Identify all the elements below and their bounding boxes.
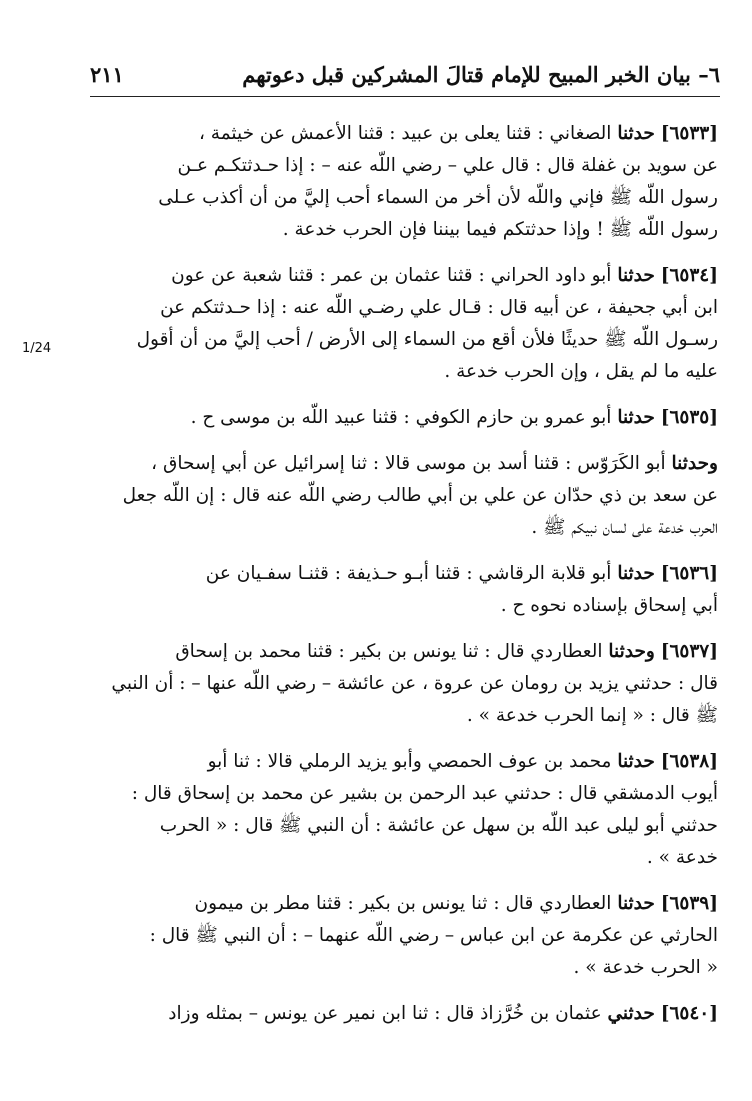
hadith-lead-word: حدثنا bbox=[617, 265, 655, 286]
line-text: خدعة » . bbox=[646, 847, 718, 868]
text-line bbox=[98, 448, 718, 480]
text-line bbox=[98, 324, 718, 356]
text-line bbox=[98, 952, 718, 984]
line-text: عن سويد بن غفلة قال : قال علي – رضي اللّه عنه – : إذا حـدثتكـم عـن bbox=[177, 155, 718, 176]
text-line bbox=[98, 118, 718, 150]
hadith-number: [٦٥٣٩] bbox=[660, 893, 718, 914]
hadith-entry bbox=[98, 118, 718, 246]
hadith-lead-word: حدثنا bbox=[617, 563, 655, 584]
line-text: حدثني أبو ليلى عبد اللّه بن سهل عن عائشة : أن النبي ﷺ قال : « الحرب bbox=[159, 815, 718, 836]
line-text: عثمان بن خُرَّزاذ قال : ثنا ابن نمير عن يونس – بمثله وزاد bbox=[168, 1003, 602, 1024]
text-line bbox=[98, 512, 718, 544]
hadith-number: [٦٥٣٤] bbox=[660, 265, 718, 286]
line-text: أبو قلابة الرقاشي : قثنا أبـو حـذيفة : قثنـا سفـيان عن bbox=[205, 563, 612, 584]
text-line bbox=[98, 590, 718, 622]
hadith-entry bbox=[98, 746, 718, 874]
chapter-title: ٦– بيان الخبر المبيح للإمام قتالَ المشركين قبل دعوتهم bbox=[242, 62, 720, 87]
line-text: ﷺ قال : « إنما الحرب خدعة » . bbox=[466, 705, 718, 726]
hadith-number: [٦٥٣٥] bbox=[660, 407, 718, 428]
text-line bbox=[98, 998, 718, 1030]
line-text: أبو الكَرَوّس : قثنا أسد بن موسى قالا : ثنا إسرائيل عن أبي إسحاق ، bbox=[151, 453, 666, 474]
line-text: عليه ما لم يقل ، وإن الحرب خدعة . bbox=[444, 361, 718, 382]
text-line bbox=[98, 150, 718, 182]
hadith-number: [٦٥٣٨] bbox=[660, 751, 718, 772]
hadith-lead-word: وحدثنا bbox=[608, 641, 655, 662]
text-line bbox=[98, 668, 718, 700]
text-line bbox=[98, 810, 718, 842]
page-number: ٢١١ bbox=[90, 62, 124, 87]
line-text: محمد بن عوف الحمصي وأبو يزيد الرملي قالا : ثنا أبو bbox=[207, 751, 612, 772]
hadith-text-body bbox=[98, 118, 718, 1044]
hadith-number: [٦٥٣٦] bbox=[660, 563, 718, 584]
line-text: أبو داود الحراني : قثنا عثمان بن عمر : قثنا شعبة عن عون bbox=[171, 265, 612, 286]
hadith-lead-word: حدثنا bbox=[617, 123, 655, 144]
hadith-entry bbox=[98, 402, 718, 434]
line-text: الصغاني : قثنا يعلى بن عبيد : قثنا الأعمش عن خيثمة ، bbox=[198, 123, 612, 144]
text-line bbox=[98, 558, 718, 590]
hadith-number: [٦٥٤٠] bbox=[660, 1003, 718, 1024]
hadith-lead-word: حدثني bbox=[607, 1003, 655, 1024]
text-line bbox=[98, 182, 718, 214]
line-text: أبي إسحاق بإسناده نحوه ح . bbox=[500, 595, 718, 616]
hadith-number: [٦٥٣٧] bbox=[660, 641, 718, 662]
text-line bbox=[98, 746, 718, 778]
line-text: رسول اللّه ﷺ فإني واللّه لأن أخر من السماء أحب إليَّ من أن أكذب عـلى bbox=[158, 187, 718, 208]
text-line bbox=[98, 214, 718, 246]
running-header bbox=[90, 56, 720, 97]
line-text: عن سعد بن ذي حدّان عن علي بن أبي طالب رضي اللّه عنه قال : إن اللّه جعل bbox=[122, 485, 718, 506]
hadith-entry bbox=[98, 998, 718, 1030]
text-line bbox=[98, 778, 718, 810]
hadith-number: [٦٥٣٣] bbox=[660, 123, 718, 144]
hadith-entry bbox=[98, 558, 718, 622]
hadith-entry bbox=[98, 260, 718, 388]
text-line bbox=[98, 480, 718, 512]
line-text: « الحرب خدعة » . bbox=[573, 957, 718, 978]
hadith-lead-word: حدثنا bbox=[617, 751, 655, 772]
text-line bbox=[98, 402, 718, 434]
hadith-entry bbox=[98, 888, 718, 984]
text-line bbox=[98, 700, 718, 732]
line-text: رسول اللّه ﷺ ! وإذا حدثتكم فيما بيننا فإن الحرب خدعة . bbox=[282, 219, 718, 240]
text-line bbox=[98, 260, 718, 292]
margin-folio-note: 1/24 bbox=[22, 341, 52, 356]
hadith-entry bbox=[98, 448, 718, 544]
hadith-lead-word: وحدثنا bbox=[671, 453, 718, 474]
hadith-lead-word: حدثنا bbox=[617, 407, 655, 428]
line-text: أبو عمرو بن حازم الكوفي : قثنا عبيد اللّه بن موسى ح . bbox=[190, 407, 612, 428]
text-line bbox=[98, 842, 718, 874]
text-line bbox=[98, 888, 718, 920]
line-text: الحرب خدعة على لسان نبيكم ﷺ . bbox=[531, 517, 718, 538]
line-text: العطاردي قال : ثنا يونس بن بكير : قثنا مطر بن ميمون bbox=[194, 893, 612, 914]
text-line bbox=[98, 920, 718, 952]
hadith-lead-word: حدثنا bbox=[617, 893, 655, 914]
text-line bbox=[98, 356, 718, 388]
line-text: الحارثي عن عكرمة عن ابن عباس – رضي اللّه عنهما – : أن النبي ﷺ قال : bbox=[149, 925, 718, 946]
line-text: قال : حدثني يزيد بن رومان عن عروة ، عن عائشة – رضي اللّه عنها – : أن النبي bbox=[111, 673, 718, 694]
text-line bbox=[98, 292, 718, 324]
hadith-entry bbox=[98, 636, 718, 732]
text-line bbox=[98, 636, 718, 668]
line-text: ابن أبي جحيفة ، عن أبيه قال : قـال علي رضـي اللّه عنه : إذا حـدثتكم عن bbox=[160, 297, 718, 318]
line-text: رسـول اللّه ﷺ حديثًا فلأن أقع من السماء إلى الأرض / أحب إليَّ من أن أقول bbox=[136, 329, 718, 350]
line-text: العطاردي قال : ثنا يونس بن بكير : قثنا محمد بن إسحاق bbox=[175, 641, 603, 662]
line-text: أيوب الدمشقي قال : حدثني عبد الرحمن بن بشير عن محمد بن إسحاق قال : bbox=[131, 783, 718, 804]
